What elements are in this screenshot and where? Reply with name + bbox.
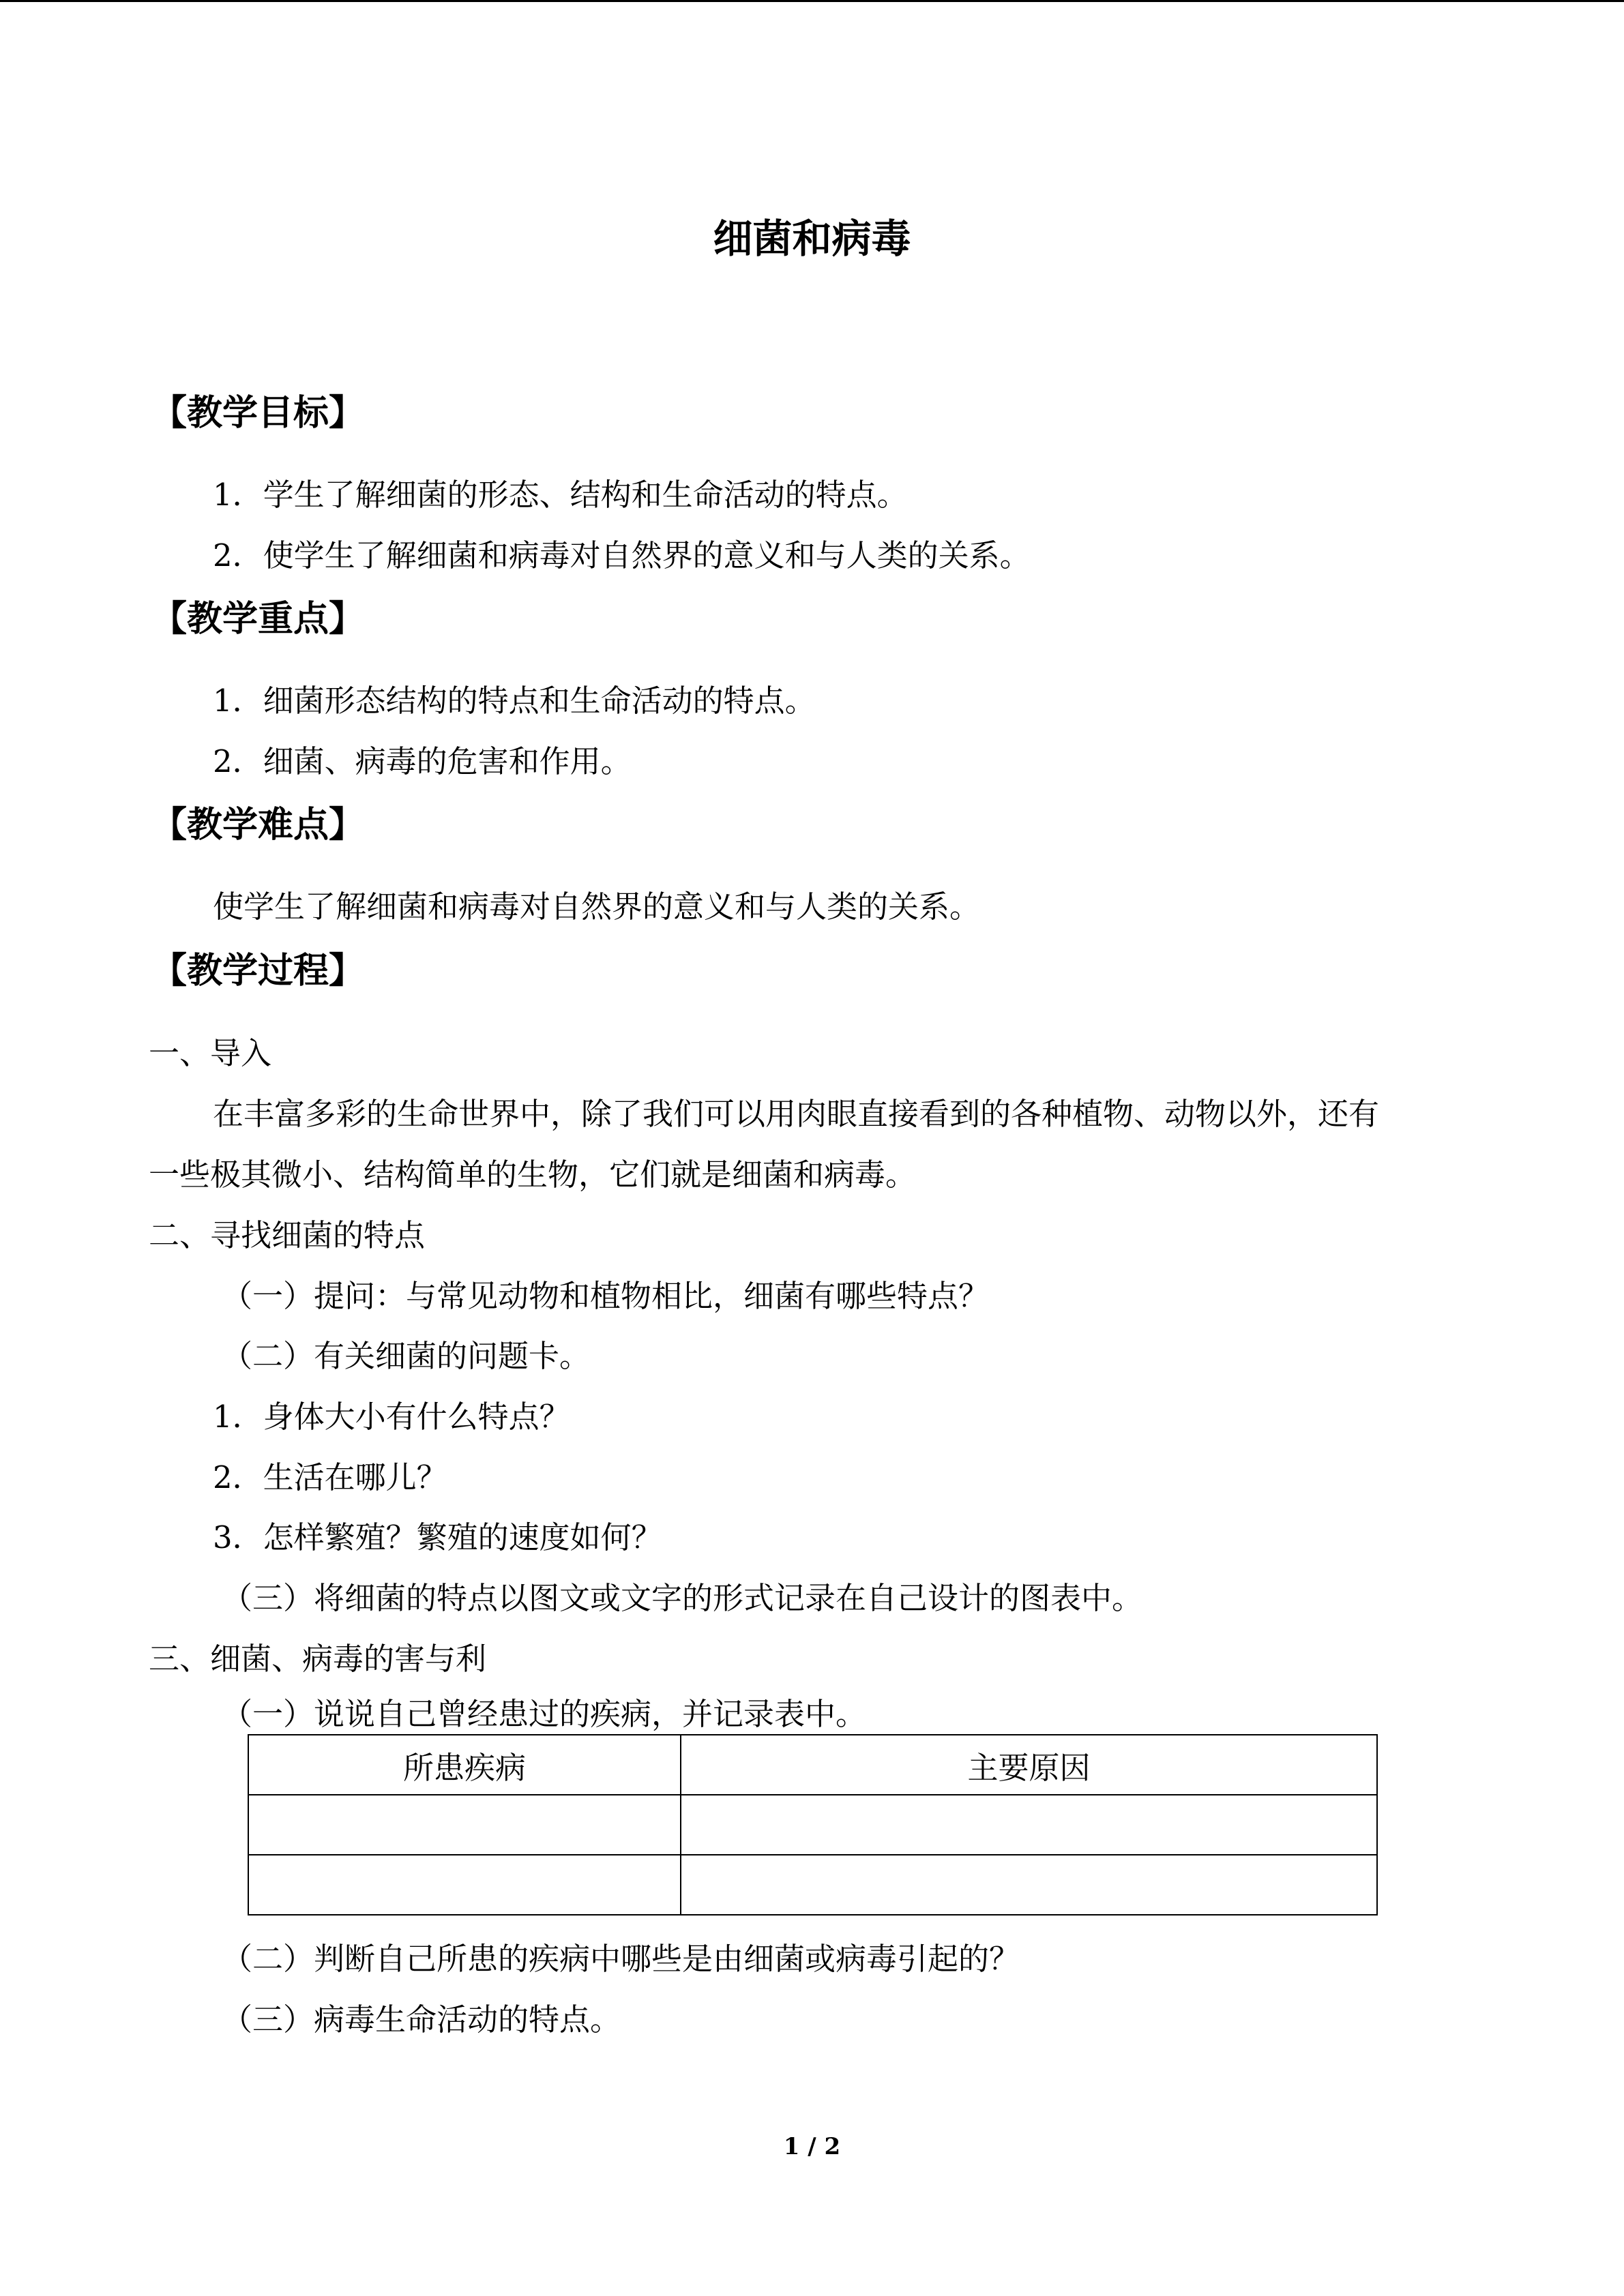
table-cell — [248, 1795, 681, 1855]
part2-question-1: （一）提问：与常见动物和植物相比，细菌有哪些特点？ — [222, 1278, 990, 1314]
table-cell — [681, 1855, 1377, 1915]
part3-question-1: （一）说说自己曾经患过的疾病，并记录表中。 — [222, 1696, 867, 1732]
table-row — [248, 1795, 1377, 1855]
part1-para-line1: 在丰富多彩的生命世界中，除了我们可以用肉眼直接看到的各种植物、动物以外，还有 — [213, 1096, 1380, 1132]
part2-title: 二、寻找细菌的特点 — [149, 1217, 426, 1253]
goal-item-1: 1．学生了解细菌的形态、结构和生命活动的特点。 — [213, 477, 908, 513]
table-cell — [248, 1855, 681, 1915]
goal-item-2: 2．使学生了解细菌和病毒对自然界的意义和与人类的关系。 — [213, 537, 1031, 573]
key-point-item-1: 1．细菌形态结构的特点和生命活动的特点。 — [213, 683, 816, 719]
heading-difficulties: 【教学难点】 — [151, 805, 365, 846]
table-header-cause: 主要原因 — [681, 1735, 1377, 1795]
part2-question-2: （二）有关细菌的问题卡。 — [222, 1338, 591, 1374]
disease-record-table — [248, 1734, 1378, 1915]
table-header-disease: 所患疾病 — [248, 1735, 681, 1795]
top-border — [0, 0, 1624, 2]
part3-question-2: （二）判断自己所患的疾病中哪些是由细菌或病毒引起的？ — [222, 1941, 1020, 1977]
part1-title: 一、导入 — [149, 1035, 272, 1071]
table-cell — [681, 1795, 1377, 1855]
heading-key-points: 【教学重点】 — [151, 599, 365, 640]
table-row — [248, 1855, 1377, 1915]
question-card-1: 1．身体大小有什么特点？ — [213, 1399, 570, 1435]
question-card-2: 2．生活在哪儿？ — [213, 1459, 447, 1495]
part2-question-3: （三）将细菌的特点以图文或文字的形式记录在自己设计的图表中。 — [222, 1580, 1143, 1616]
part3-title: 三、细菌、病毒的害与利 — [149, 1641, 487, 1677]
page-title: 细菌和病毒 — [713, 215, 911, 262]
part1-para-line2: 一些极其微小、结构简单的生物，它们就是细菌和病毒。 — [149, 1157, 917, 1193]
table-header-row — [248, 1735, 1377, 1795]
key-point-item-2: 2．细菌、病毒的危害和作用。 — [213, 743, 632, 779]
part3-question-3: （三）病毒生命活动的特点。 — [222, 2001, 621, 2038]
difficulty-text: 使学生了解细菌和病毒对自然界的意义和与人类的关系。 — [213, 889, 981, 925]
heading-teaching-goals: 【教学目标】 — [151, 393, 365, 434]
page-number: 1 / 2 — [783, 2133, 841, 2160]
question-card-3: 3．怎样繁殖？繁殖的速度如何？ — [213, 1519, 662, 1555]
heading-process: 【教学过程】 — [151, 951, 365, 992]
